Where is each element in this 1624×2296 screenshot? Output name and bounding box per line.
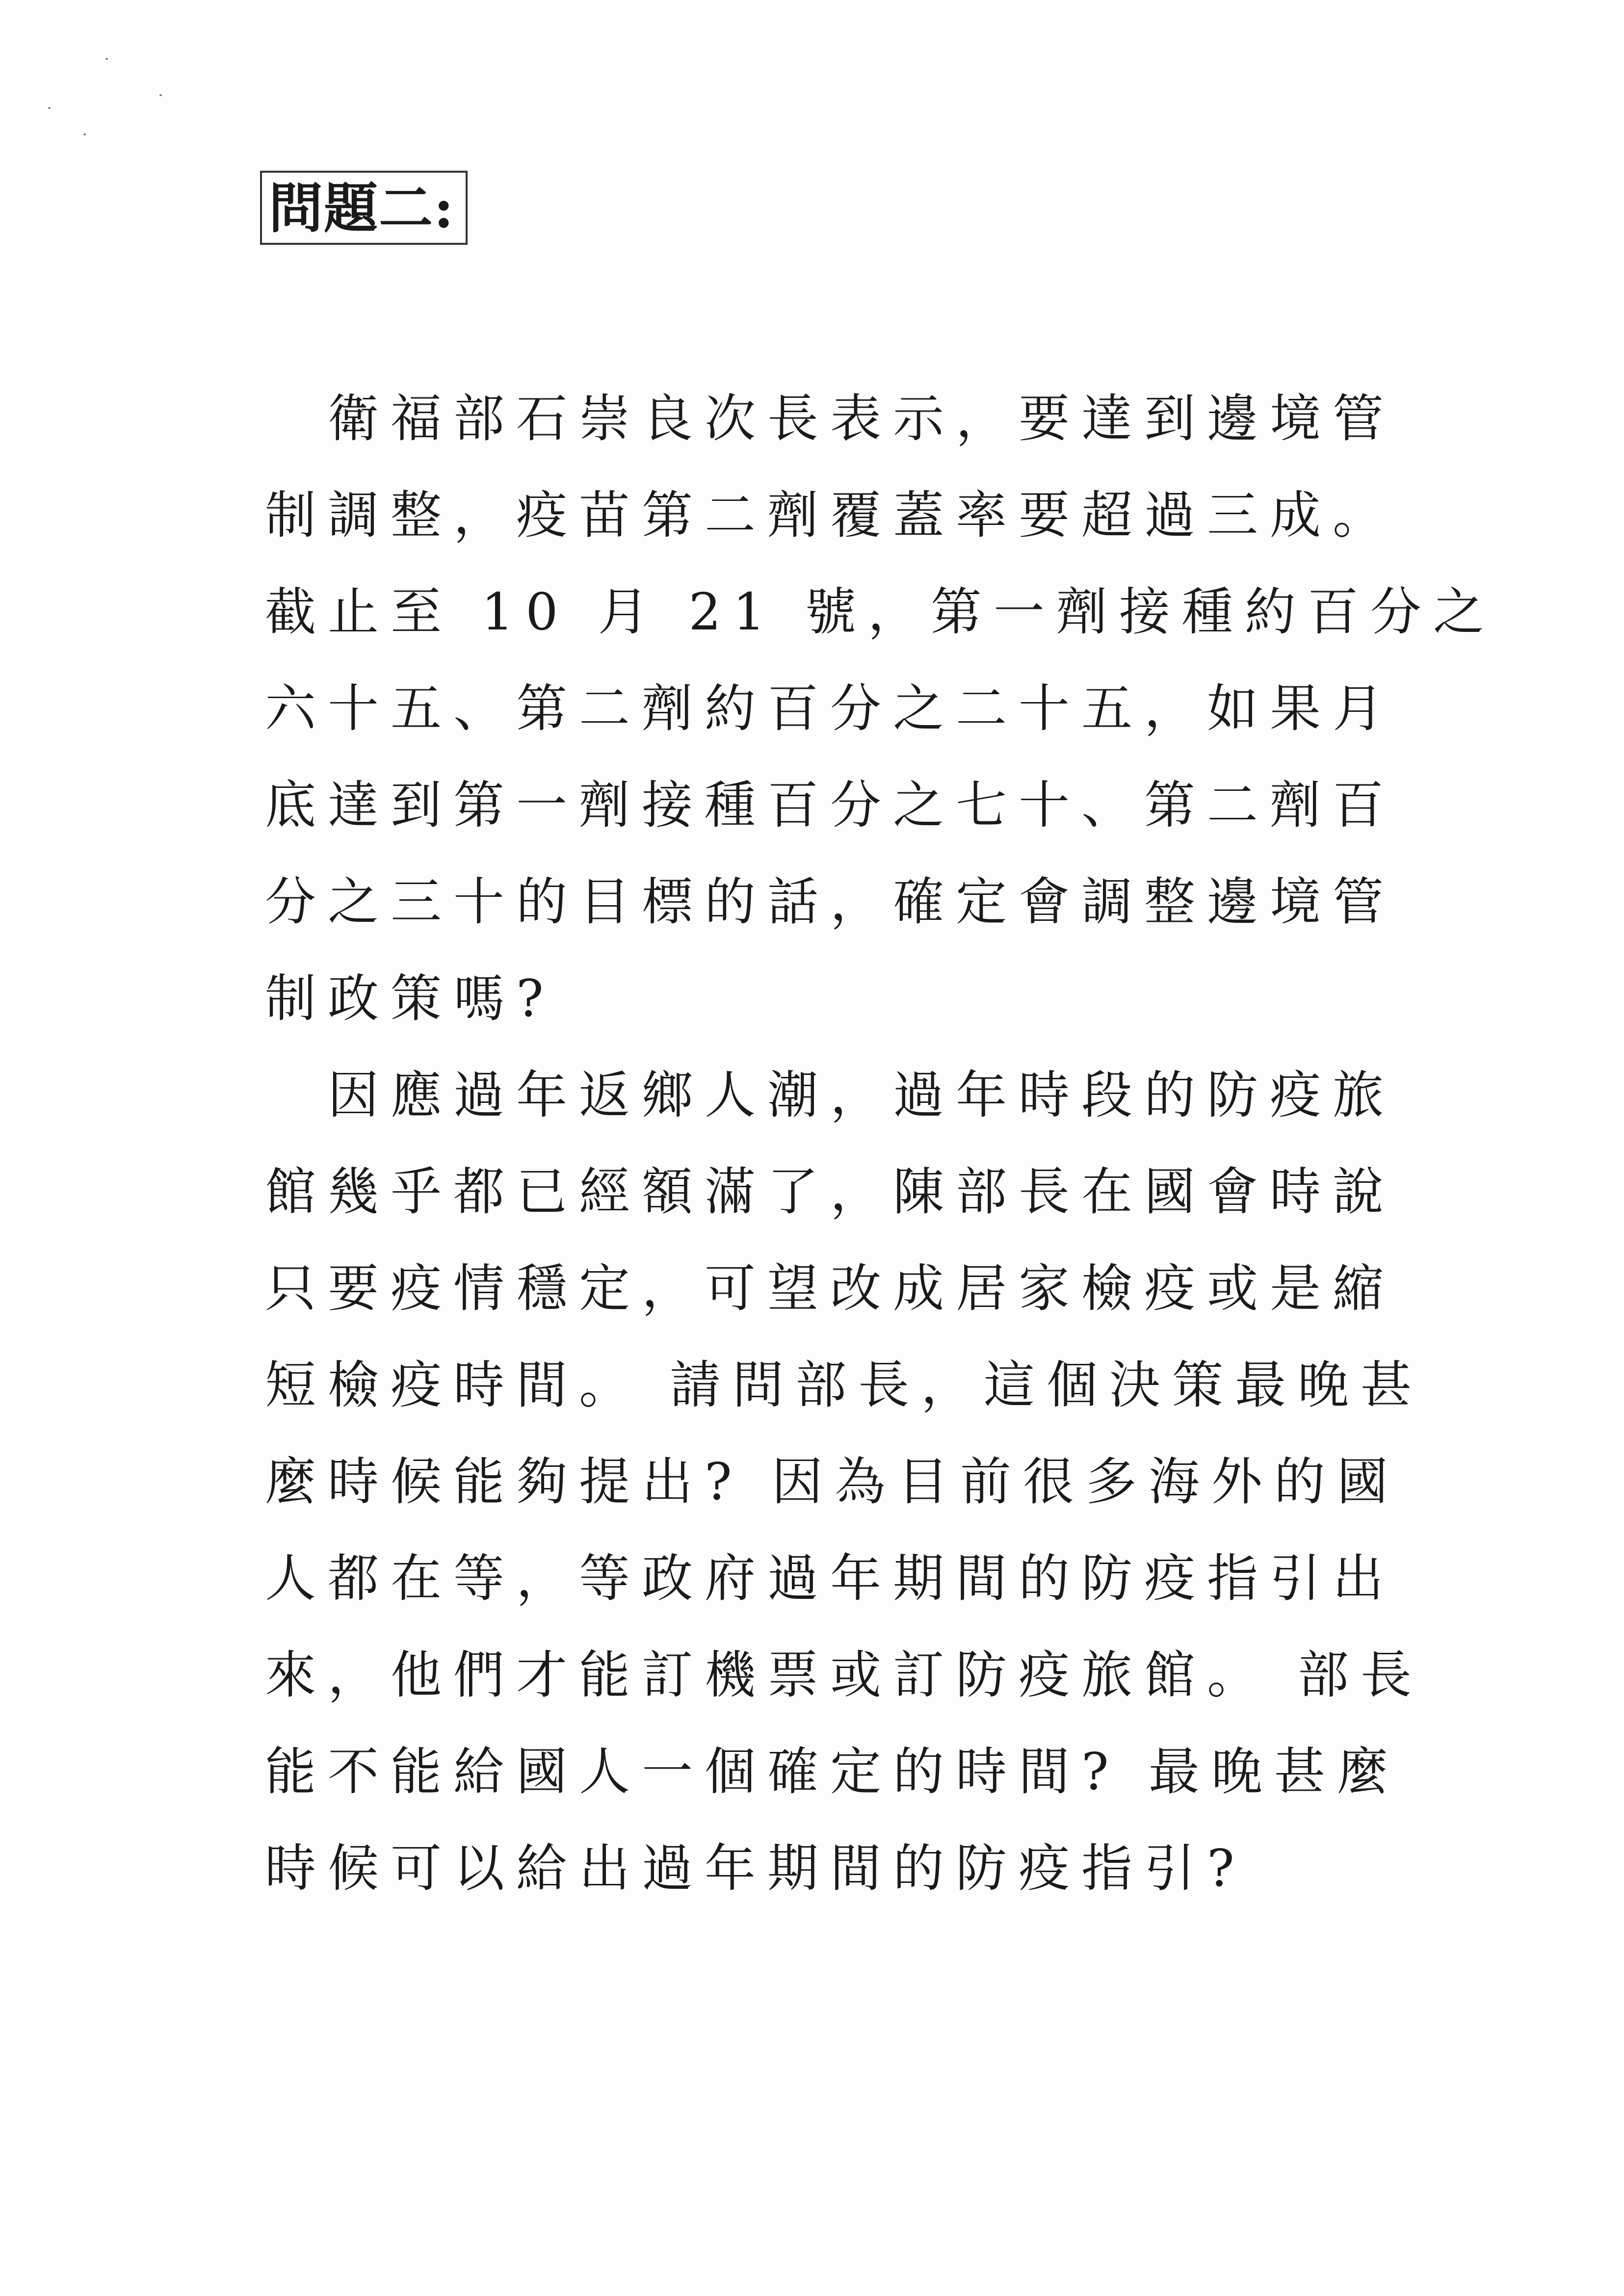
text-line: 館幾乎都已經額滿了，陳部長在國會時說 xyxy=(265,1162,1396,1222)
text-line: 只要疫情穩定，可望改成居家檢疫或是縮 xyxy=(265,1258,1396,1318)
text-line: 麼時候能夠提出? 因為目前很多海外的國 xyxy=(265,1452,1400,1512)
text-line: 人都在等，等政府過年期間的防疫指引出 xyxy=(265,1548,1396,1608)
text-line: 短檢疫時間。 請問部長，這個決策最晚甚 xyxy=(265,1355,1424,1415)
text-line: 截止至 10 月 21 號，第一劑接種約百分之 xyxy=(265,582,1496,642)
text-line: 制調整，疫苗第二劑覆蓋率要超過三成。 xyxy=(265,485,1396,545)
scan-speck xyxy=(48,107,51,109)
scan-speck xyxy=(105,58,108,60)
text-line: 來，他們才能訂機票或訂防疫旅館。 部長 xyxy=(265,1645,1424,1705)
body-text xyxy=(265,370,1496,1917)
text-line: 六十五、第二劑約百分之二十五，如果月 xyxy=(265,678,1396,738)
scan-speck xyxy=(83,133,86,135)
text-line: 底達到第一劑接種百分之七十、第二劑百 xyxy=(265,775,1396,835)
text-line: 制政策嗎? xyxy=(265,968,555,1028)
question-heading: 問題二: xyxy=(260,171,468,245)
text-line: 能不能給國人一個確定的時間? 最晚甚麼 xyxy=(265,1742,1400,1801)
text-line: 衛福部石崇良次長表示，要達到邊境管 xyxy=(265,389,1396,448)
text-line: 分之三十的目標的話，確定會調整邊境管 xyxy=(265,872,1396,932)
scan-speck xyxy=(159,94,162,96)
text-line: 時候可以給出過年期間的防疫指引? xyxy=(265,1838,1246,1898)
text-line: 因應過年返鄉人潮，過年時段的防疫旅 xyxy=(265,1065,1396,1125)
